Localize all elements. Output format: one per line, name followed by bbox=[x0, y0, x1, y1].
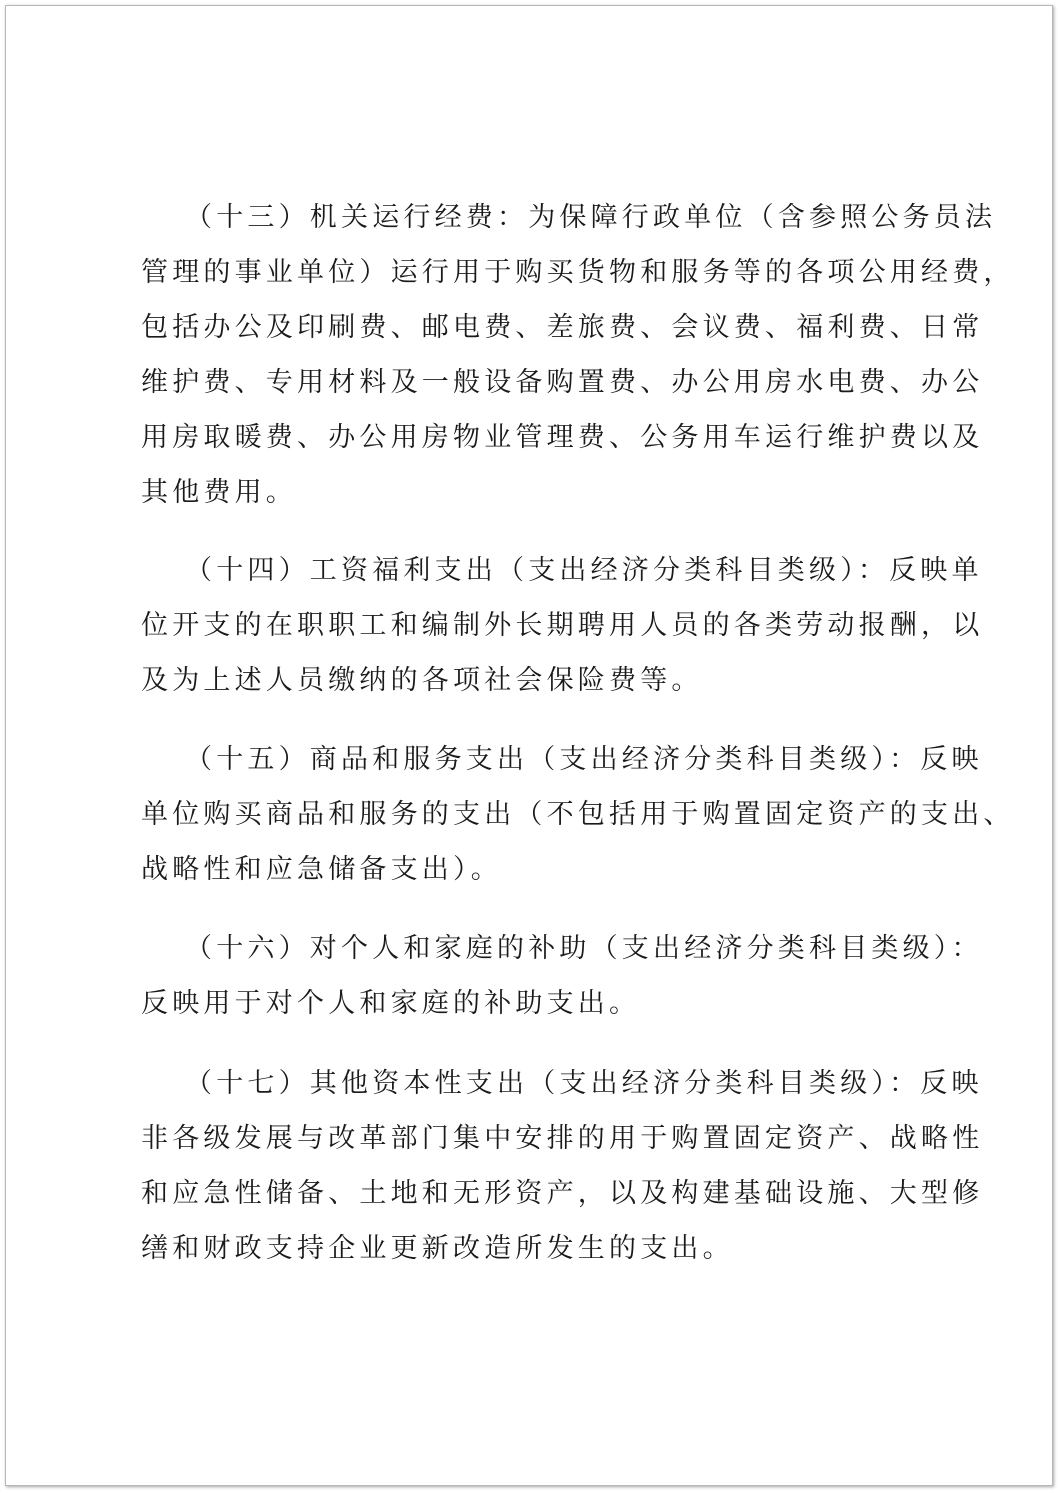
paragraph-line: （十七）其他资本性支出（支出经济分类科目类级）：反映 bbox=[185, 1068, 983, 1099]
paragraph-line: 缮和财政支持企业更新改造所发生的支出。 bbox=[141, 1233, 734, 1264]
paragraph-line: 和应急性储备、土地和无形资产，以及构建基础设施、大型修 bbox=[141, 1178, 984, 1209]
paragraph-line: 及为上述人员缴纳的各项社会保险费等。 bbox=[141, 665, 703, 696]
paragraph-line: （十六）对个人和家庭的补助（支出经济分类科目类级）： bbox=[185, 933, 983, 964]
paragraph-16 bbox=[141, 921, 983, 1031]
paragraph-line: 用房取暖费、办公用房物业管理费、公务用车运行维护费以及 bbox=[141, 422, 984, 453]
paragraph-line: 战略性和应急储备支出）。 bbox=[141, 854, 502, 885]
paragraph-17 bbox=[141, 1056, 984, 1276]
paragraph-line: （十五）商品和服务支出（支出经济分类科目类级）：反映 bbox=[185, 744, 983, 775]
paragraph-line: 单位购买商品和服务的支出（不包括用于购置固定资产的支出、 bbox=[141, 799, 1015, 830]
paragraph-line: 反映用于对个人和家庭的补助支出。 bbox=[141, 988, 641, 1019]
paragraph-line: 其他费用。 bbox=[141, 477, 297, 508]
paragraph-line: 维护费、专用材料及一般设备购置费、办公用房水电费、办公 bbox=[141, 367, 984, 398]
paragraph-line: （十三）机关运行经费：为保障行政单位（含参照公务员法 bbox=[185, 202, 997, 233]
paragraph-line: 包括办公及印刷费、邮电费、差旅费、会议费、福利费、日常 bbox=[141, 312, 984, 343]
paragraph-14 bbox=[141, 543, 984, 708]
paragraph-line: 位开支的在职职工和编制外长期聘用人员的各类劳动报酬，以 bbox=[141, 610, 984, 641]
paragraph-13 bbox=[141, 190, 1015, 520]
paragraph-line: （十四）工资福利支出（支出经济分类科目类级）：反映单 bbox=[185, 555, 983, 586]
paragraph-line: 非各级发展与改革部门集中安排的用于购置固定资产、战略性 bbox=[141, 1123, 984, 1154]
paragraph-line: 管理的事业单位）运行用于购买货物和服务等的各项公用经费， bbox=[141, 257, 1015, 288]
paragraph-15 bbox=[141, 732, 1015, 897]
